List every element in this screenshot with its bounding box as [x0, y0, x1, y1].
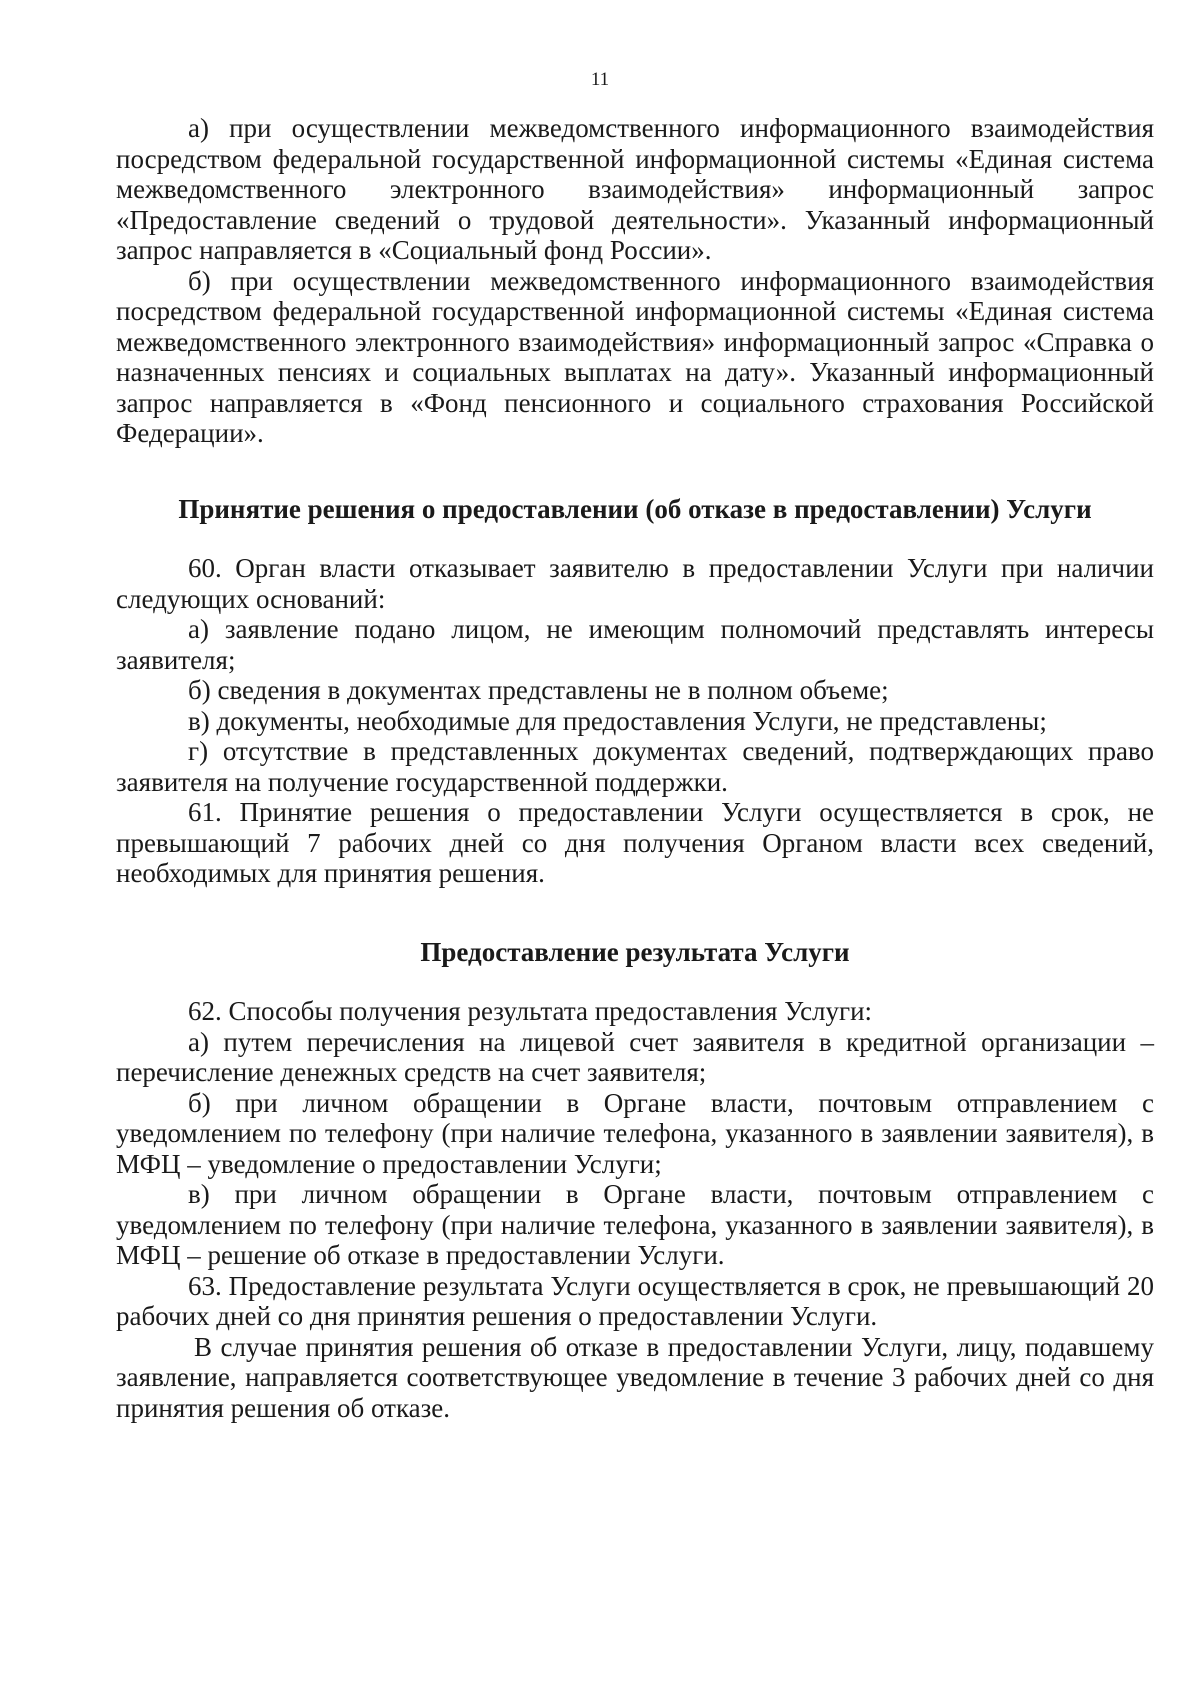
paragraph-63: 63. Предоставление результата Услуги осуществляется в срок, не превышающий 20 рабочих дней со дня принятия решения о предоставлении Услуги. [116, 1270, 1154, 1331]
document-body [116, 113, 1154, 1423]
paragraph-62-a: а) путем перечисления на лицевой счет заявителя в кредитной организации – перечисление денежных средств на счет заявителя; [116, 1026, 1154, 1087]
paragraph-60: 60. Орган власти отказывает заявителю в предоставлении Услуги при наличии следующих оснований: [116, 553, 1154, 614]
paragraph-60-a: а) заявление подано лицом, не имеющим полномочий представлять интересы заявителя; [116, 614, 1154, 675]
paragraph-62-b: б) при личном обращении в Органе власти, почтовым отправлением с уведомлением по телефону (при наличие телефона, указанного в заявлении заявителя), в МФЦ – уведомление о предоставлении Услуги; [116, 1087, 1154, 1179]
paragraph-61: 61. Принятие решения о предоставлении Услуги осуществляется в срок, не превышающий 7 рабочих дней со дня получения Органом власти всех сведений, необходимых для принятия решения. [116, 797, 1154, 888]
page-number: 11 [590, 69, 610, 90]
paragraph-60-v: в) документы, необходимые для предоставления Услуги, не представлены; [188, 705, 1047, 736]
section-heading-decision: Принятие решения о предоставлении (об отказе в предоставлении) Услуги [178, 493, 1092, 524]
paragraph-b-interagency-pension: б) при осуществлении межведомственного информационного взаимодействия посредством федеральной государственной информационной системы «Единая система межведомственного электронного взаимодействия» информационный запрос «Справка о назначенных пенсиях и социальных выплатах на дату». Указанный информационный запрос направляется в «Фонд пенсионного и социального страхования Российской Федерации». [116, 265, 1154, 448]
paragraph-refusal-notice: В случае принятия решения об отказе в предоставлении Услуги, лицу, подавшему заявление, направляется соответствующее уведомление в течение 3 рабочих дней со дня принятия решения об отказе. [116, 1331, 1154, 1423]
paragraph-60-b: б) сведения в документах представлены не в полном объеме; [188, 675, 889, 705]
paragraph-62: 62. Способы получения результата предоставления Услуги: [188, 996, 873, 1026]
paragraph-60-g: г) отсутствие в представленных документах сведений, подтверждающих право заявителя на получение государственной поддержки. [116, 736, 1154, 797]
paragraph-62-v: в) при личном обращении в Органе власти, почтовым отправлением с уведомлением по телефону (при наличие телефона, указанного в заявлении заявителя), в МФЦ – решение об отказе в предоставлении Услуги. [116, 1179, 1154, 1270]
section-heading-result: Предоставление результата Услуги [420, 936, 850, 967]
paragraph-a-interagency-labor: а) при осуществлении межведомственного информационного взаимодействия посредством федеральной государственной информационной системы «Единая система межведомственного электронного взаимодействия» информационный запрос «Предоставление сведений о трудовой деятельности». Указанный информационный запрос направляется в «Социальный фонд России». [116, 113, 1154, 265]
